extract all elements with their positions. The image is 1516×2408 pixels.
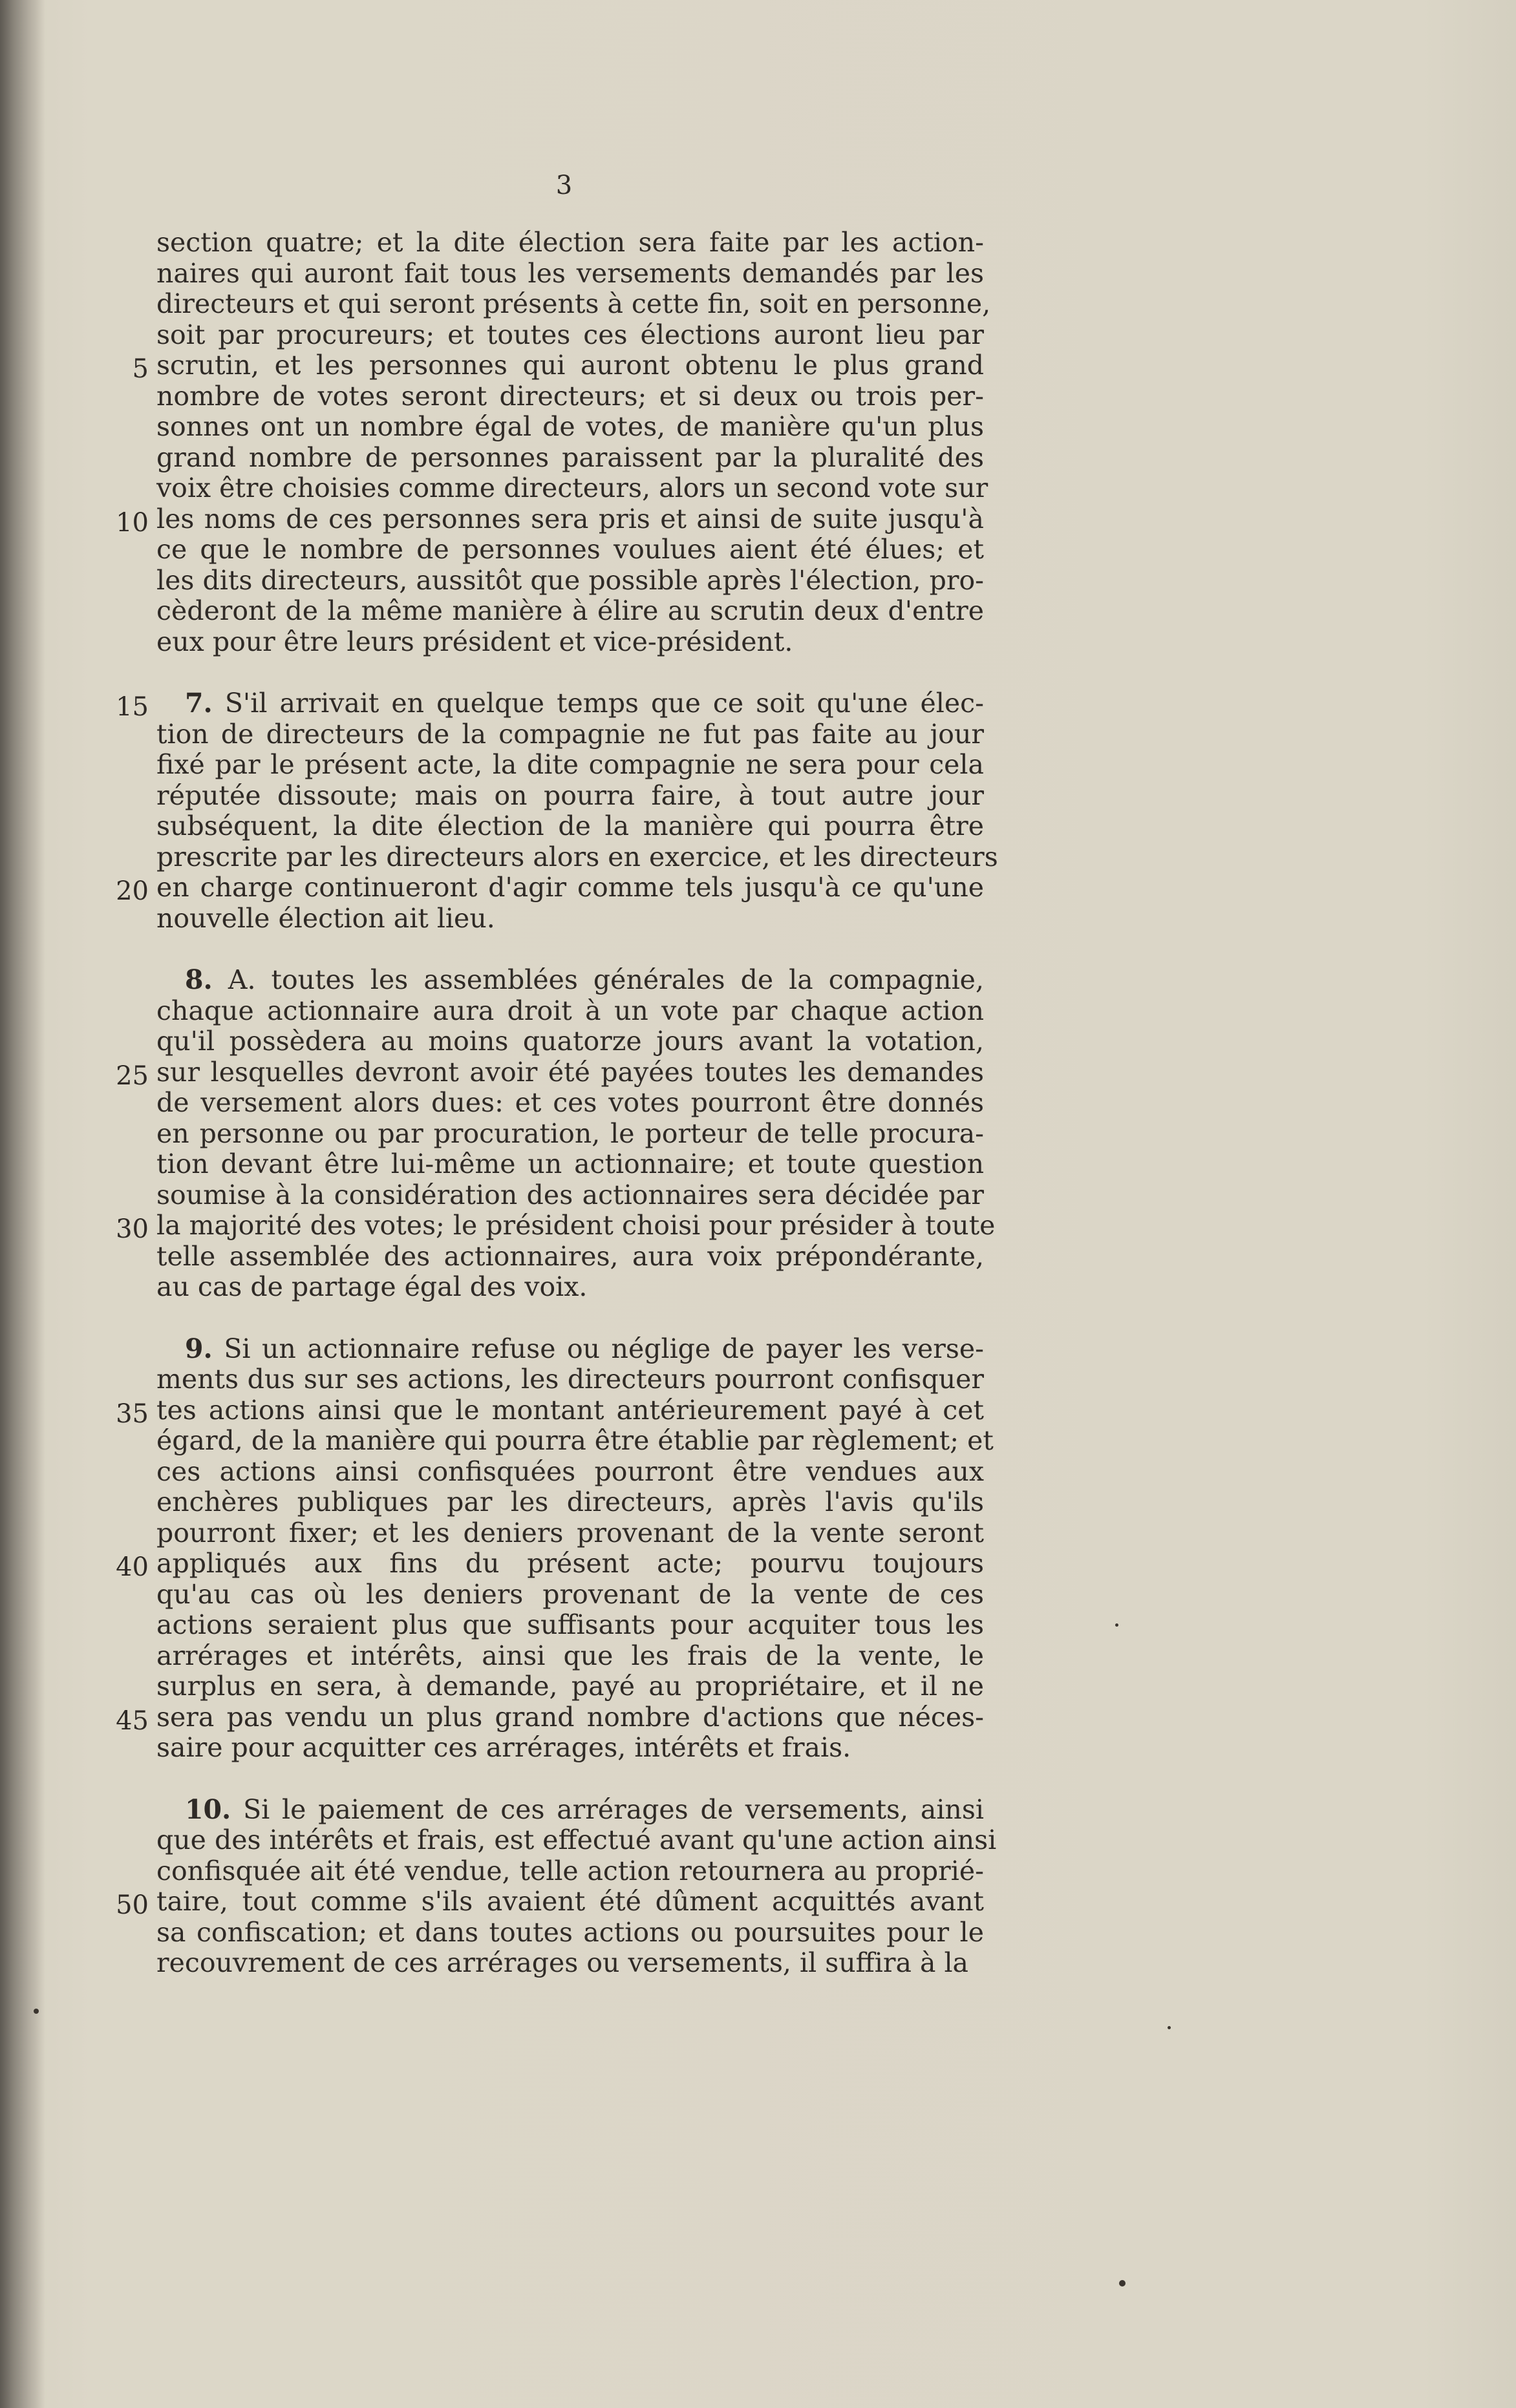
line-text: soumise à la considération des actionnaires sera décidée par [156, 1179, 984, 1210]
paragraph [116, 227, 991, 657]
text-line [116, 1210, 996, 1244]
line-content [156, 965, 984, 996]
text-line [156, 1088, 984, 1119]
line-text: voix être choisies comme directeurs, alors un second vote sur [156, 472, 988, 503]
line-content [156, 688, 984, 719]
text-line [156, 412, 984, 443]
text-line [156, 1824, 997, 1856]
line-number: 10 [116, 507, 149, 538]
text-line [156, 1425, 994, 1457]
line-text: qu'il possèdera au moins quatorze jours avant la votation, [156, 1026, 984, 1057]
text-line [156, 781, 984, 812]
line-text: chaque actionnaire aura droit à un vote par chaque action [156, 995, 984, 1026]
line-text: nouvelle élection ait lieu. [156, 902, 495, 934]
text-line [156, 1671, 984, 1702]
line-number: 50 [116, 1890, 149, 1920]
line-text: nombre de votes seront directeurs; et si deux ou trois per- [156, 380, 984, 412]
line-text: directeurs et qui seront présents à cette fin, soit en personne, [156, 288, 991, 319]
line-text: prescrite par les directeurs alors en exercice, et les directeurs [156, 841, 998, 872]
line-text: cèderont de la même manière à élire au scrutin deux d'entre [156, 595, 984, 626]
line-text: section quatre; et la dite élection sera faite par les action- [156, 227, 984, 258]
line-text: sa confiscation; et dans toutes actions ou poursuites pour le [156, 1916, 984, 1948]
text-line [156, 1026, 984, 1057]
paragraph-gap [156, 1303, 984, 1334]
line-text: recouvrement de ces arrérages ou versements, il suffira à la [156, 1947, 969, 1978]
text-line [156, 596, 984, 627]
line-text: au cas de partage égal des voix. [156, 1271, 588, 1302]
line-text: en charge continueront d'agir comme tels jusqu'à ce qu'une [156, 872, 984, 903]
line-text: ce que le nombre de personnes voulues aient été élues; et [156, 534, 984, 565]
line-text: grand nombre de personnes paraissent par la pluralité des [156, 441, 984, 473]
text-line [116, 1886, 984, 1920]
article-number: 10. [185, 1793, 231, 1825]
text-line [156, 259, 984, 290]
text-line [116, 1394, 984, 1429]
line-text: égard, de la manière qui pourra être établie par règlement; et [156, 1425, 994, 1456]
line-text: appliqués aux fins du présent acte; pourvu toujours [156, 1548, 984, 1579]
line-text: soit par procureurs; et toutes ces élections auront lieu par [156, 319, 984, 350]
text-line [156, 1856, 984, 1887]
paragraph [116, 964, 996, 1303]
body-text [116, 227, 998, 1979]
text-line [156, 443, 984, 474]
text-line [156, 627, 984, 658]
text-line [116, 1548, 984, 1582]
text-line [156, 1948, 984, 1979]
line-text: sur lesquelles devront avoir été payées toutes les demandes [156, 1056, 984, 1088]
line-text: tion de directeurs de la compagnie ne fut pas faite au jour [156, 718, 984, 750]
text-line [156, 1364, 984, 1395]
article-number: 8. [185, 964, 213, 995]
line-text: les dits directeurs, aussitôt que possible après l'élection, pro- [156, 564, 984, 596]
line-text: qu'au cas où les deniers provenant de la vente de ces [156, 1578, 984, 1610]
paragraph-gap [156, 657, 984, 688]
text-line [156, 1917, 984, 1949]
text-line [156, 227, 984, 259]
text-line [156, 750, 984, 781]
text-line [156, 1579, 984, 1611]
paragraph [116, 1793, 997, 1979]
text-line [132, 350, 984, 384]
line-text: les noms de ces personnes sera pris et ainsi de suite jusqu'à [156, 503, 984, 534]
line-number: 15 [116, 692, 149, 722]
paper-speck [34, 2009, 39, 2014]
text-line [156, 472, 988, 504]
text-line [156, 719, 984, 750]
line-number: 40 [116, 1552, 149, 1582]
line-text: saire pour acquitter ces arrérages, intérêts et frais. [156, 1732, 851, 1763]
text-line [156, 903, 984, 935]
text-line [156, 381, 984, 412]
text-line [156, 965, 984, 996]
text-line [156, 841, 998, 873]
text-line [156, 1518, 984, 1549]
text-line [156, 1272, 984, 1303]
line-content [156, 1795, 984, 1826]
text-line [116, 503, 984, 538]
text-line [156, 565, 984, 597]
text-line [116, 872, 984, 906]
line-text: arrérages et intérêts, ainsi que les frais de la vente, le [156, 1640, 984, 1671]
line-number: 45 [116, 1706, 149, 1736]
paper-speck [1168, 2026, 1171, 2029]
paragraph-gap [156, 934, 984, 965]
article-number: 7. [185, 688, 213, 719]
line-text: tes actions ainsi que le montant antérieurement payé à cet [156, 1394, 984, 1426]
paragraph [116, 1333, 994, 1764]
line-number: 35 [116, 1399, 149, 1429]
line-text: enchères publiques par les directeurs, après l'avis qu'ils [156, 1486, 984, 1517]
text-line [156, 1610, 984, 1641]
line-text: telle assemblée des actionnaires, aura voix prépondérante, [156, 1240, 984, 1272]
line-text: réputée dissoute; mais on pourra faire, à tout autre jour [156, 779, 984, 811]
text-line [156, 1457, 984, 1488]
line-text: confisquée ait été vendue, telle action retournera au proprié- [156, 1855, 984, 1886]
line-text: Si un actionnaire refuse ou néglige de payer les verse- [224, 1333, 984, 1364]
line-text: fixé par le présent acte, la dite compagnie ne sera pour cela [156, 749, 984, 780]
line-text: sonnes ont un nombre égal de votes, de manière qu'un plus [156, 411, 984, 442]
line-number: 20 [116, 876, 149, 906]
text-line [156, 534, 984, 565]
text-line [156, 1180, 984, 1211]
text-line [156, 288, 991, 320]
paper-speck [1119, 2280, 1126, 2287]
line-text: subséquent, la dite élection de la manière qui pourra être [156, 810, 984, 841]
text-line [156, 320, 984, 351]
line-text: tion devant être lui-même un actionnaire; et toute question [156, 1148, 984, 1179]
page-binding-edge [0, 0, 45, 2408]
line-number: 5 [132, 354, 149, 384]
line-text: que des intérêts et frais, est effectué avant qu'une action ainsi [156, 1824, 997, 1855]
text-line [156, 1149, 984, 1180]
line-text: la majorité des votes; le président choisi pour présider à toute [156, 1210, 996, 1241]
text-line [116, 1056, 984, 1091]
text-line [156, 1119, 984, 1150]
page-number: 3 [555, 171, 573, 200]
line-text: taire, tout comme s'ils avaient été dûment acquittés avant [156, 1886, 984, 1917]
line-text: surplus en sera, à demande, payé au propriétaire, et il ne [156, 1671, 984, 1702]
text-line [156, 1795, 984, 1826]
text-line [156, 996, 984, 1027]
paper-speck [1115, 1623, 1118, 1627]
line-text: ments dus sur ses actions, les directeurs pourront confisquer [156, 1364, 984, 1395]
text-line [156, 1334, 984, 1365]
line-text: en personne ou par procuration, le porteur de telle procura- [156, 1117, 984, 1149]
line-text: S'il arrivait en quelque temps que ce soit qu'une élec- [224, 688, 984, 719]
line-text: de versement alors dues: et ces votes pourront être donnés [156, 1087, 984, 1118]
line-content [156, 1334, 984, 1365]
text-line [156, 1241, 984, 1273]
text-line [156, 1641, 984, 1672]
line-number: 30 [116, 1214, 149, 1244]
line-number: 25 [116, 1061, 149, 1091]
text-line [156, 1733, 984, 1764]
article-number: 9. [185, 1333, 213, 1364]
text-line [156, 811, 984, 842]
line-text: A. toutes les assemblées générales de la compagnie, [228, 964, 984, 995]
line-text: sera pas vendu un plus grand nombre d'actions que néces- [156, 1701, 984, 1733]
line-text: eux pour être leurs président et vice-président. [156, 626, 793, 657]
text-line [156, 1487, 984, 1518]
line-text: naires qui auront fait tous les versements demandés par les [156, 257, 984, 289]
line-text: actions seraient plus que suffisants pour acquiter tous les [156, 1609, 984, 1640]
line-text: scrutin, et les personnes qui auront obtenu le plus grand [156, 350, 984, 381]
text-line [116, 1701, 984, 1736]
line-text: Si le paiement de ces arrérages de versements, ainsi [243, 1793, 984, 1825]
paragraph [116, 688, 998, 934]
text-line [116, 688, 984, 722]
line-text: ces actions ainsi confisquées pourront être vendues aux [156, 1455, 984, 1487]
paragraph-gap [156, 1764, 984, 1795]
line-text: pourront fixer; et les deniers provenant de la vente seront [156, 1517, 984, 1548]
